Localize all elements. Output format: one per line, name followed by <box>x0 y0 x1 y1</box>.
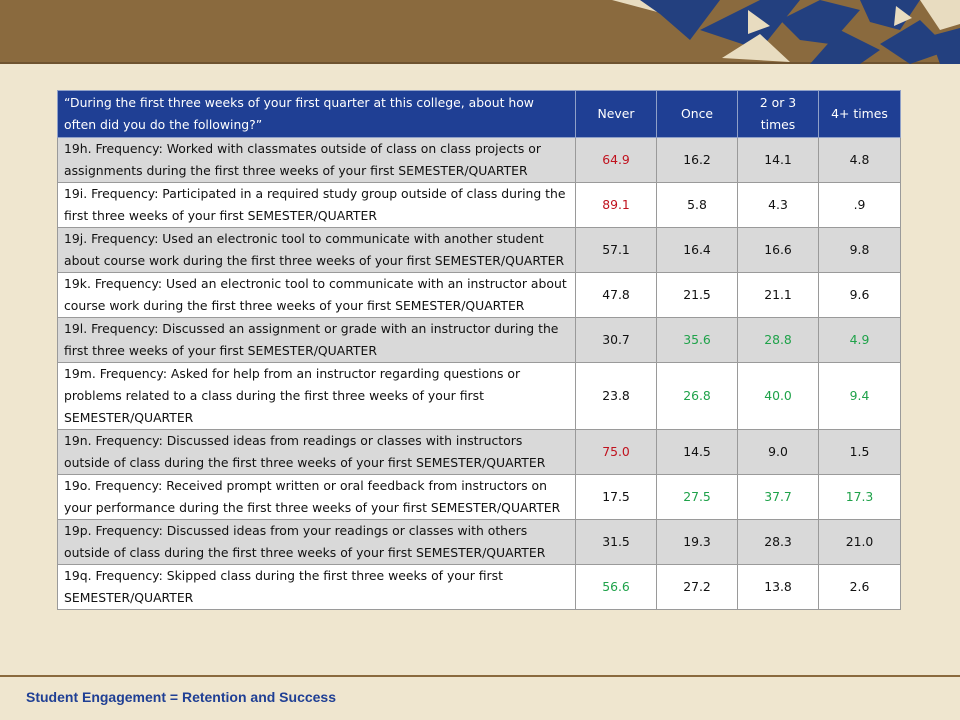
never-cell: 31.5 <box>576 520 657 565</box>
four-plus-cell: 4.9 <box>819 318 901 363</box>
four-plus-cell: .9 <box>819 183 901 228</box>
never-cell: 23.8 <box>576 363 657 430</box>
four-plus-cell: 9.8 <box>819 228 901 273</box>
two-or-three-column-header: 2 or 3 times <box>738 91 819 138</box>
four-plus-cell: 9.6 <box>819 273 901 318</box>
once-column-header: Once <box>657 91 738 138</box>
four-plus-cell: 1.5 <box>819 430 901 475</box>
question-cell: 19j. Frequency: Used an electronic tool to communicate with another student about course work during the first three weeks of your first SEMESTER/QUARTER <box>58 228 576 273</box>
two-or-three-cell: 40.0 <box>738 363 819 430</box>
never-column-header: Never <box>576 91 657 138</box>
once-cell: 35.6 <box>657 318 738 363</box>
question-cell: 19n. Frequency: Discussed ideas from readings or classes with instructors outside of class during the first three weeks of your first SEMESTER/QUARTER <box>58 430 576 475</box>
two-or-three-cell: 14.1 <box>738 138 819 183</box>
never-cell: 30.7 <box>576 318 657 363</box>
table-row <box>58 475 901 520</box>
never-cell: 57.1 <box>576 228 657 273</box>
once-cell: 16.4 <box>657 228 738 273</box>
once-cell: 27.5 <box>657 475 738 520</box>
never-cell: 17.5 <box>576 475 657 520</box>
two-or-three-cell: 4.3 <box>738 183 819 228</box>
table-row <box>58 318 901 363</box>
question-cell: 19l. Frequency: Discussed an assignment or grade with an instructor during the first three weeks of your first SEMESTER/QUARTER <box>58 318 576 363</box>
stars-decoration <box>0 0 960 64</box>
two-or-three-cell: 28.3 <box>738 520 819 565</box>
once-cell: 27.2 <box>657 565 738 610</box>
never-cell: 47.8 <box>576 273 657 318</box>
table-row <box>58 183 901 228</box>
question-cell: 19i. Frequency: Participated in a required study group outside of class during the first three weeks of your first SEMESTER/QUARTER <box>58 183 576 228</box>
question-cell: 19k. Frequency: Used an electronic tool to communicate with an instructor about course work during the first three weeks of your first SEMESTER/QUARTER <box>58 273 576 318</box>
question-cell: 19m. Frequency: Asked for help from an instructor regarding questions or problems related to a class during the first three weeks of your first SEMESTER/QUARTER <box>58 363 576 430</box>
footer-divider <box>0 675 960 677</box>
two-or-three-cell: 13.8 <box>738 565 819 610</box>
once-cell: 21.5 <box>657 273 738 318</box>
four-plus-column-header: 4+ times <box>819 91 901 138</box>
question-cell: 19q. Frequency: Skipped class during the first three weeks of your first SEMESTER/QUARTER <box>58 565 576 610</box>
once-cell: 16.2 <box>657 138 738 183</box>
never-cell: 56.6 <box>576 565 657 610</box>
question-cell: 19o. Frequency: Received prompt written or oral feedback from instructors on your performance during the first three weeks of your first SEMESTER/QUARTER <box>58 475 576 520</box>
two-or-three-cell: 21.1 <box>738 273 819 318</box>
four-plus-cell: 4.8 <box>819 138 901 183</box>
frequency-table <box>57 90 901 610</box>
table-row <box>58 273 901 318</box>
once-cell: 26.8 <box>657 363 738 430</box>
table-row <box>58 565 901 610</box>
two-or-three-cell: 16.6 <box>738 228 819 273</box>
table-row <box>58 363 901 430</box>
footer-title: Student Engagement = Retention and Success <box>26 689 337 705</box>
two-or-three-cell: 28.8 <box>738 318 819 363</box>
once-cell: 5.8 <box>657 183 738 228</box>
frequency-table-container <box>57 90 900 610</box>
table-row <box>58 138 901 183</box>
question-cell: 19h. Frequency: Worked with classmates outside of class on class projects or assignments during the first three weeks of your first SEMESTER/QUARTER <box>58 138 576 183</box>
four-plus-cell: 9.4 <box>819 363 901 430</box>
four-plus-cell: 2.6 <box>819 565 901 610</box>
question-column-header: “During the first three weeks of your first quarter at this college, about how often did you do the following?” <box>58 91 576 138</box>
table-row <box>58 228 901 273</box>
table-header-row <box>58 91 901 138</box>
question-cell: 19p. Frequency: Discussed ideas from your readings or classes with others outside of class during the first three weeks of your first SEMESTER/QUARTER <box>58 520 576 565</box>
four-plus-cell: 21.0 <box>819 520 901 565</box>
table-row <box>58 520 901 565</box>
once-cell: 14.5 <box>657 430 738 475</box>
two-or-three-cell: 37.7 <box>738 475 819 520</box>
never-cell: 75.0 <box>576 430 657 475</box>
table-row <box>58 430 901 475</box>
two-or-three-cell: 9.0 <box>738 430 819 475</box>
four-plus-cell: 17.3 <box>819 475 901 520</box>
never-cell: 89.1 <box>576 183 657 228</box>
once-cell: 19.3 <box>657 520 738 565</box>
never-cell: 64.9 <box>576 138 657 183</box>
